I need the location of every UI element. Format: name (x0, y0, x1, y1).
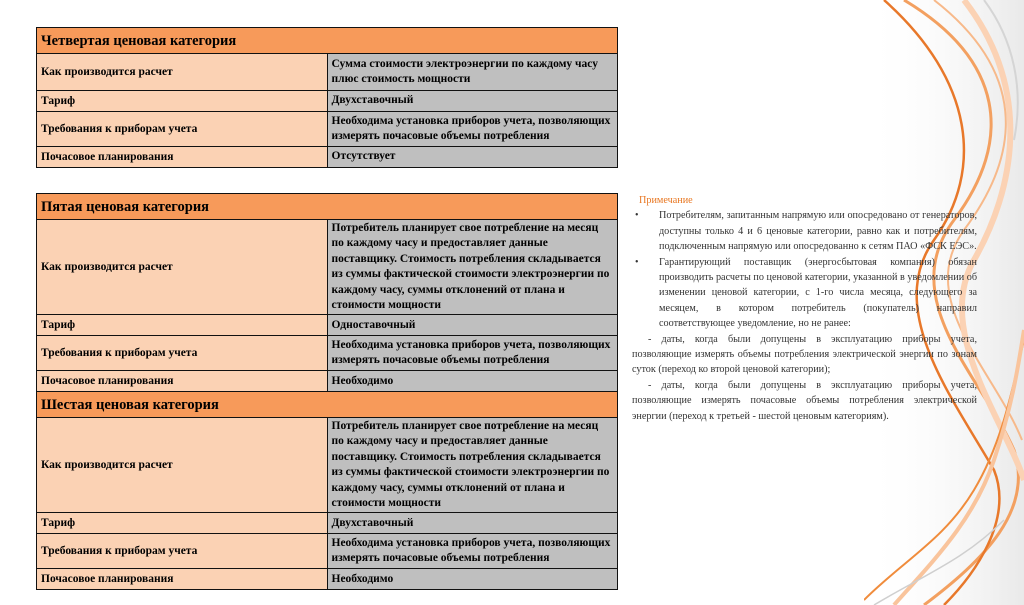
bullet-icon: • (635, 210, 639, 222)
calc-method-label: Как производится расчет (37, 54, 328, 91)
tariff-label: Тариф (37, 513, 328, 534)
hourly-planning-value: Необходимо (327, 569, 618, 590)
note-bullet-2-text: Гарантирующий поставщик (энергосбытовая компания) обязан производить расчеты по ценовой категории, указанной в уведомлении об изменении ценовой категории, с 1-го числа месяца, следующего за месяцем, в котором потребитель (покупатель) направил соответствующее уведомление, но не ранее: (659, 256, 977, 330)
hourly-planning-label: Почасовое планирования (37, 147, 328, 168)
calc-method-label: Как производится расчет (37, 418, 328, 513)
category-6-table (36, 391, 618, 590)
category-4-title: Четвертая ценовая категория (37, 28, 618, 54)
tariff-label: Тариф (37, 91, 328, 112)
note-bullet-2 (632, 255, 977, 332)
tariff-label: Тариф (37, 315, 328, 336)
tariff-value: Одноставочный (327, 315, 618, 336)
bullet-icon: • (635, 256, 639, 268)
meter-requirements-value: Необходима установка приборов учета, позволяющих измерять почасовые объемы потребления (327, 336, 618, 371)
note-bullet-1-text: Потребителям, запитанным напрямую или опосредовано от генераторов, доступны только 4 и 6 ценовые категории, равно как и потребителям, подключенным напрямую или опосредованно к сетям ПАО «ФСК ЕЭС». (659, 210, 977, 253)
tariff-value: Двухставочный (327, 513, 618, 534)
hourly-planning-label: Почасовое планирования (37, 569, 328, 590)
hourly-planning-label: Почасовое планирования (37, 371, 328, 392)
calc-method-label: Как производится расчет (37, 220, 328, 315)
note-dash-2: - даты, когда были допущены в эксплуатацию приборы учета, позволяющие измерять почасовые объемы потребления электрической энергии (переход к третьей - шестой ценовым категориям). (632, 379, 977, 422)
note-block (632, 193, 977, 424)
tariff-value: Двухставочный (327, 91, 618, 112)
note-dash-1: - даты, когда были допущены в эксплуатацию приборы учета, позволяющие измерять объемы потребления электрической энергии по зонам суток (переход ко второй ценовой категории); (632, 333, 977, 376)
meter-requirements-label: Требования к приборам учета (37, 112, 328, 147)
note-bullet-1 (632, 208, 977, 254)
meter-requirements-value: Необходима установка приборов учета, позволяющих измерять почасовые объемы потребления (327, 534, 618, 569)
category-6-title: Шестая ценовая категория (37, 392, 618, 418)
hourly-planning-value: Отсутствует (327, 147, 618, 168)
category-4-table (36, 27, 618, 168)
meter-requirements-label: Требования к приборам учета (37, 534, 328, 569)
category-5-title: Пятая ценовая категория (37, 194, 618, 220)
calc-method-value: Сумма стоимости электроэнергии по каждому часу плюс стоимость мощности (327, 54, 618, 91)
calc-method-value: Потребитель планирует свое потребление на месяц по каждому часу и предоставляет данные поставщику. Стоимость потребления складывается из суммы фактической стоимости электроэнергии по каждому часу, суммы отклонений от плана и стоимости мощности (327, 418, 618, 513)
meter-requirements-label: Требования к приборам учета (37, 336, 328, 371)
calc-method-value: Потребитель планирует свое потребление на месяц по каждому часу и предоставляет данные поставщику. Стоимость потребления складывается из суммы фактической стоимости электроэнергии по каждому часу, суммы отклонений от плана и стоимости мощности (327, 220, 618, 315)
hourly-planning-value: Необходимо (327, 371, 618, 392)
meter-requirements-value: Необходима установка приборов учета, позволяющих измерять почасовые объемы потребления (327, 112, 618, 147)
note-title: Примечание (639, 195, 693, 206)
category-5-table (36, 193, 618, 392)
